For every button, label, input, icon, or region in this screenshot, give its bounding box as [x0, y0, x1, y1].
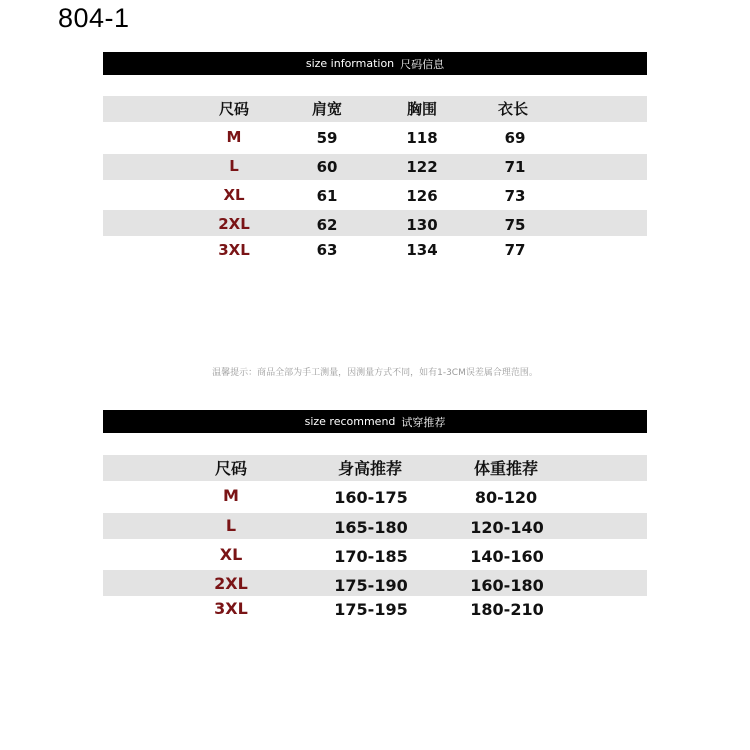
- shoulder-value: 61: [316, 187, 338, 205]
- table-stripe: [103, 210, 647, 236]
- height-value: 170-185: [334, 547, 408, 566]
- weight-value: 120-140: [470, 518, 544, 537]
- length-value: 71: [504, 158, 526, 176]
- size-recommend-title-en: size recommend: [304, 415, 396, 428]
- chest-value: 134: [406, 241, 438, 259]
- size-label: 2XL: [218, 215, 250, 233]
- size-label: L: [225, 516, 237, 535]
- shoulder-value: 59: [316, 129, 338, 147]
- shoulder-value: 60: [316, 158, 338, 176]
- size-recommend-banner: [103, 410, 647, 433]
- weight-value: 160-180: [470, 576, 544, 595]
- header-chest: 胸围: [406, 100, 438, 118]
- header-weight: 体重推荐: [473, 459, 539, 478]
- height-value: 175-195: [334, 600, 408, 619]
- height-value: 175-190: [334, 576, 408, 595]
- header-length: 衣长: [497, 100, 529, 118]
- measurement-note: 温馨提示：商品全部为手工测量，因测量方式不同，如有1-3CM误差属合理范围。: [212, 368, 538, 378]
- size-label: 2XL: [214, 574, 248, 593]
- size-information-title-en: size information: [305, 57, 395, 70]
- header-shoulder-width: 肩宽: [311, 100, 343, 118]
- header-size: 尺码: [214, 459, 248, 478]
- weight-value: 140-160: [470, 547, 544, 566]
- size-label: M: [226, 128, 242, 146]
- weight-value: 180-210: [470, 600, 544, 619]
- length-value: 73: [504, 187, 526, 205]
- chest-value: 126: [406, 187, 438, 205]
- table-stripe: [103, 96, 647, 122]
- header-height: 身高推荐: [337, 459, 403, 478]
- size-label: 3XL: [214, 599, 248, 618]
- height-value: 165-180: [334, 518, 408, 537]
- size-information-banner: [103, 52, 647, 75]
- length-value: 69: [504, 129, 526, 147]
- size-label: XL: [219, 545, 243, 564]
- product-code: 804-1: [58, 3, 130, 33]
- length-value: 77: [504, 241, 526, 259]
- size-information-title-cn: 尺码信息: [400, 57, 445, 71]
- shoulder-value: 62: [316, 216, 338, 234]
- size-label: M: [223, 486, 239, 505]
- chest-value: 130: [406, 216, 438, 234]
- length-value: 75: [504, 216, 526, 234]
- shoulder-value: 63: [316, 241, 338, 259]
- size-label: 3XL: [218, 241, 250, 259]
- chest-value: 118: [406, 129, 438, 147]
- table-stripe: [103, 154, 647, 180]
- weight-value: 80-120: [474, 488, 538, 507]
- chest-value: 122: [406, 158, 438, 176]
- height-value: 160-175: [334, 488, 408, 507]
- header-size: 尺码: [218, 100, 250, 118]
- size-recommend-title-cn: 试穿推荐: [401, 415, 446, 429]
- size-label: XL: [223, 186, 245, 204]
- size-label: L: [229, 157, 239, 175]
